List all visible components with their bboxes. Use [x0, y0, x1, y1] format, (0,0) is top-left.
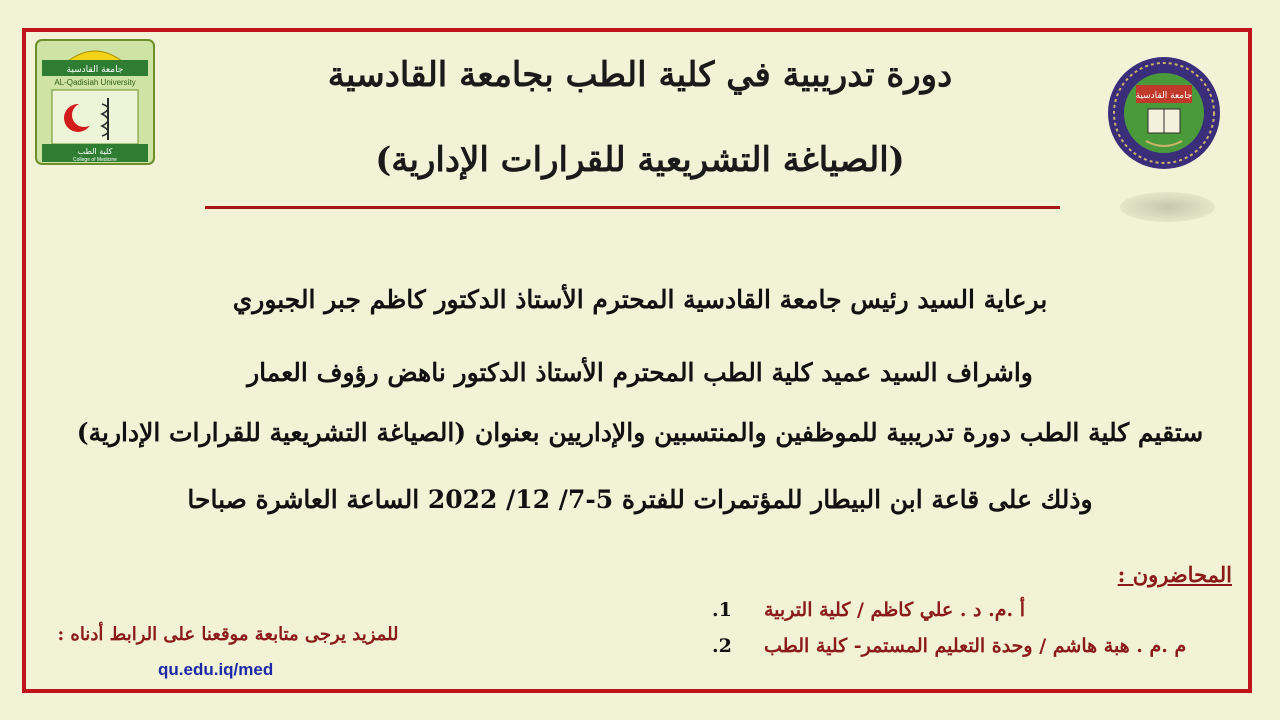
logo-left-arabic-name: جامعة القادسية	[66, 65, 124, 75]
logo-left-english-name: AL-Qadisiah University	[54, 78, 136, 87]
website-link[interactable]: qu.edu.iq/med	[158, 660, 274, 679]
logo-left-college-en: College of Medicine	[73, 157, 117, 163]
heading-line-2: (الصياغة التشريعية للقرارات الإدارية)	[375, 140, 905, 180]
body-line-venue-date: وذلك على قاعة ابن البيطار للمؤتمرات للفترة 5-7/ 12/ 2022 الساعة العاشرة صباحا	[187, 485, 1093, 514]
heading-divider	[205, 206, 1060, 209]
lecturers-section	[712, 562, 1232, 671]
body-line-sponsorship: برعاية السيد رئيس جامعة القادسية المحترم الأستاذ الدكتور كاظم جبر الجبوري	[232, 285, 1048, 314]
logo-left-college-ar: كلية الطب	[77, 147, 113, 156]
more-info-text: للمزيد يرجى متابعة موقعنا على الرابط أدناه :	[57, 624, 399, 645]
lecturers-heading: المحاضرون :	[1117, 562, 1232, 587]
lecturer-number: 1.	[712, 599, 732, 621]
heading-line-1: دورة تدريبية في كلية الطب بجامعة القادسية	[327, 55, 953, 95]
lecturer-number: 2.	[712, 635, 732, 657]
lecturer-item	[712, 599, 1232, 621]
lecturer-name: م .م . هبة هاشم / وحدة التعليم المستمر- كلية الطب	[764, 635, 1187, 657]
lecturer-item	[712, 635, 1232, 657]
body-line-course-title: ستقيم كلية الطب دورة تدريبية للموظفين والمنتسبين والإداريين بعنوان (الصياغة التشريعية للقرارات الإدارية)	[76, 418, 1204, 447]
logo-right-name: جامعة القادسية	[1135, 91, 1193, 101]
logo-shadow	[1120, 192, 1215, 222]
college-of-medicine-logo	[34, 38, 156, 166]
university-seal-logo	[1106, 55, 1222, 171]
body-line-supervision: واشراف السيد عميد كلية الطب المحترم الأستاذ الدكتور ناهض رؤوف العمار	[247, 358, 1033, 387]
lecturer-name: أ .م. د . علي كاظم / كلية التربية	[764, 599, 1026, 621]
